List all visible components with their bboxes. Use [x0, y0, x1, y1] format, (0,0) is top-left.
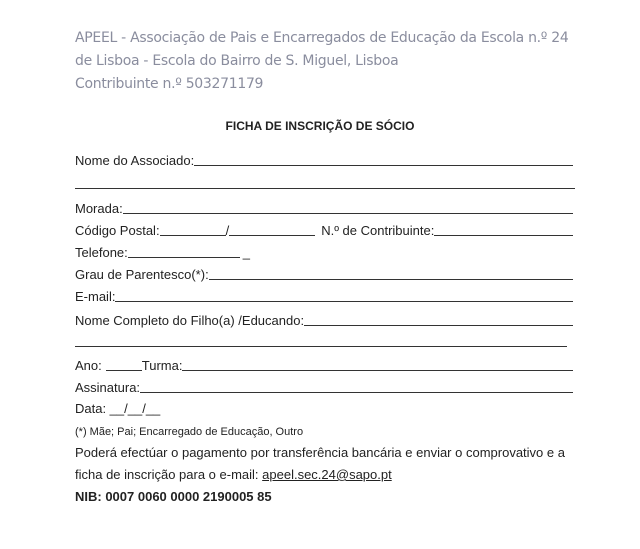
payment-line-2 [75, 467, 392, 482]
label-email: E-mail: [75, 289, 116, 304]
nib: NIB: 0007 0060 0000 2190005 85 [75, 489, 272, 504]
input-email[interactable] [115, 289, 573, 302]
input-telefone[interactable] [128, 245, 240, 258]
field-grau[interactable] [75, 266, 573, 282]
label-codigo-postal: Código Postal: [75, 223, 160, 238]
field-ano-turma[interactable] [75, 357, 573, 373]
field-data[interactable]: Data: __/__/__ [75, 401, 161, 416]
field-telefone[interactable] [75, 244, 275, 260]
telefone-tail: _ [242, 245, 250, 260]
field-morada[interactable] [75, 200, 573, 216]
input-grau[interactable] [209, 267, 573, 280]
input-ano[interactable] [106, 358, 142, 371]
label-contribuinte: N.º de Contribuinte: [321, 223, 435, 238]
label-filho: Nome Completo do Filho(a) /Educando: [75, 313, 305, 328]
form-title: FICHA DE INSCRIÇÃO DE SÓCIO [225, 119, 415, 133]
label-assinatura: Assinatura: [75, 380, 141, 395]
slash: / [225, 223, 230, 238]
field-filho[interactable] [75, 312, 573, 328]
input-codigo-postal-2[interactable] [229, 223, 315, 236]
footnote: (*) Mãe; Pai; Encarregado de Educação, Outro [75, 426, 304, 438]
input-contribuinte[interactable] [434, 223, 573, 236]
input-filho[interactable] [304, 313, 573, 326]
email-link[interactable]: apeel.sec.24@sapo.pt [262, 467, 392, 482]
payment-text: ficha de inscrição para o e-mail: [75, 467, 263, 482]
input-morada[interactable] [123, 201, 573, 214]
field-nome[interactable] [75, 152, 573, 168]
label-morada: Morada: [75, 201, 123, 216]
header-line-2: de Lisboa - Escola do Bairro de S. Miguel, Lisboa [75, 53, 399, 69]
label-grau: Grau de Parentesco(*): [75, 267, 209, 282]
input-turma[interactable] [182, 358, 573, 371]
label-nome: Nome do Associado: [75, 153, 195, 168]
header-line-1: APEEL - Associação de Pais e Encarregados de Educação da Escola n.º 24 [75, 30, 569, 46]
input-nome[interactable] [194, 153, 573, 166]
input-codigo-postal-1[interactable] [160, 223, 226, 236]
field-assinatura[interactable] [75, 379, 573, 395]
field-email[interactable] [75, 288, 573, 304]
input-assinatura[interactable] [140, 380, 573, 393]
field-codigo-postal[interactable] [75, 222, 573, 238]
label-ano: Ano: [75, 358, 102, 373]
payment-line-1: Poderá efectúar o pagamento por transferência bancária e enviar o comprovativo e a [75, 445, 565, 460]
label-telefone: Telefone: [75, 245, 128, 260]
input-filho-continued[interactable] [75, 346, 567, 347]
input-nome-continued[interactable] [75, 188, 575, 189]
header-line-3: Contribuinte n.º 503271179 [75, 76, 264, 92]
label-turma: Turma: [141, 358, 183, 373]
